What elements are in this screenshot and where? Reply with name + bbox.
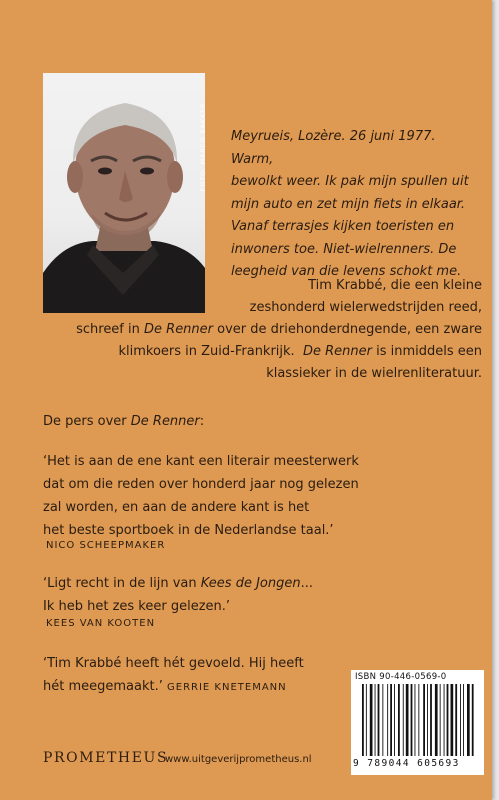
barcode-bar [378, 684, 380, 756]
barcode-bar [375, 684, 376, 756]
barcode-bar [455, 684, 457, 756]
intro-line: Meyrueis, Lozère. 26 juni 1977. Warm, [231, 129, 436, 167]
author-portrait-illustration [43, 73, 205, 313]
photo-credit: FOTO: MARCO BAKKER [199, 102, 207, 192]
barcode-bar [366, 684, 367, 756]
book-title: Kees de Jongen [200, 576, 301, 591]
quote-author-2: KEES VAN KOOTEN [46, 618, 156, 629]
description-paragraph [42, 297, 482, 385]
intro-line: leegheid van die levens schokt me. [231, 264, 462, 279]
quote-line: het beste sportboek in de Nederlandse taal.’ [43, 523, 334, 538]
intro-line: inwoners toe. Niet-wielrenners. De [231, 241, 457, 257]
barcode-bar [430, 684, 432, 756]
quote-line: Ik heb het zes keer gelezen.’ [43, 599, 231, 614]
barcode-bar [398, 684, 400, 756]
press-quote-2 [43, 572, 313, 618]
barcode-bar [467, 684, 470, 756]
publisher-logo: PROMETHEUS [43, 750, 169, 766]
quote-line: ‘Het is aan de ene kant een literair meesterwerk [43, 454, 359, 469]
barcode-bar [472, 684, 474, 756]
barcode-bar [435, 684, 438, 756]
quote-author-3: GERRIE KNETEMANN [167, 682, 287, 693]
barcode-bar [406, 684, 409, 756]
description-line: schreef in De Renner over de driehonderdnegende, een zware [76, 322, 482, 337]
barcode-bar [444, 684, 445, 756]
ean-number: 9 789044 605693 [353, 758, 460, 769]
barcode-bar [362, 684, 364, 756]
barcode-bar [403, 684, 404, 756]
press-quote-3 [43, 652, 304, 699]
barcode [351, 670, 484, 775]
publisher-url: www.uitgeverijprometheus.nl [165, 754, 312, 765]
intro-line: bewolkt weer. Ik pak mijn spullen uit [231, 174, 469, 189]
quote-line: ‘Tim Krabbé heeft hét gevoeld. Hij heeft [43, 656, 304, 671]
barcode-bar [394, 684, 395, 756]
quote-line: zal worden, en aan de andere kant is het [43, 500, 310, 515]
author-photo [43, 73, 205, 313]
barcode-bar [411, 684, 413, 756]
barcode-bar [460, 684, 461, 756]
quote-author-1: NICO SCHEEPMAKER [46, 540, 166, 551]
barcode-bar [463, 684, 464, 756]
book-title: De Renner [144, 322, 214, 337]
intro-line: Vanaf terrasjes kijken toeristen en [231, 219, 455, 234]
barcode-bar [423, 684, 425, 756]
isbn-number: ISBN 90-446-0569-0 [355, 672, 447, 682]
book-title: De Renner [302, 344, 372, 359]
barcode-bar [418, 684, 419, 756]
press-quote-1 [43, 450, 359, 542]
intro-line: mijn auto en zet mijn fiets in elkaar. [231, 196, 466, 212]
quote-line: hét meegemaakt.’ GERRIE KNETEMANN [43, 679, 287, 694]
barcode-bar [387, 684, 388, 756]
description-line: zeshonderd wielerwedstrijden reed, [249, 300, 482, 315]
press-heading: De pers over De Renner: [43, 414, 205, 429]
barcode-bar [427, 684, 428, 756]
barcode-bar [447, 684, 449, 756]
description-line: klimkoers in Zuid-Frankrijk. De Renner is inmiddels een [118, 344, 482, 359]
barcode-bar [382, 684, 383, 756]
quote-line: dat om die reden over honderd jaar nog gelezen [43, 477, 359, 492]
barcode-bar [415, 684, 416, 756]
quote-line: ‘Ligt recht in de lijn van Kees de Jongen... [43, 576, 314, 591]
description-line: Tim Krabbé, die een kleine [308, 278, 482, 293]
description-paragraph-start [252, 275, 482, 297]
intro-excerpt [231, 126, 481, 284]
barcode-bar [390, 684, 392, 756]
barcode-bar [440, 684, 441, 756]
barcode-bar [370, 684, 373, 756]
description-line: klassieker in de wielrenliteratuur. [266, 366, 482, 381]
barcode-bar [451, 684, 454, 756]
